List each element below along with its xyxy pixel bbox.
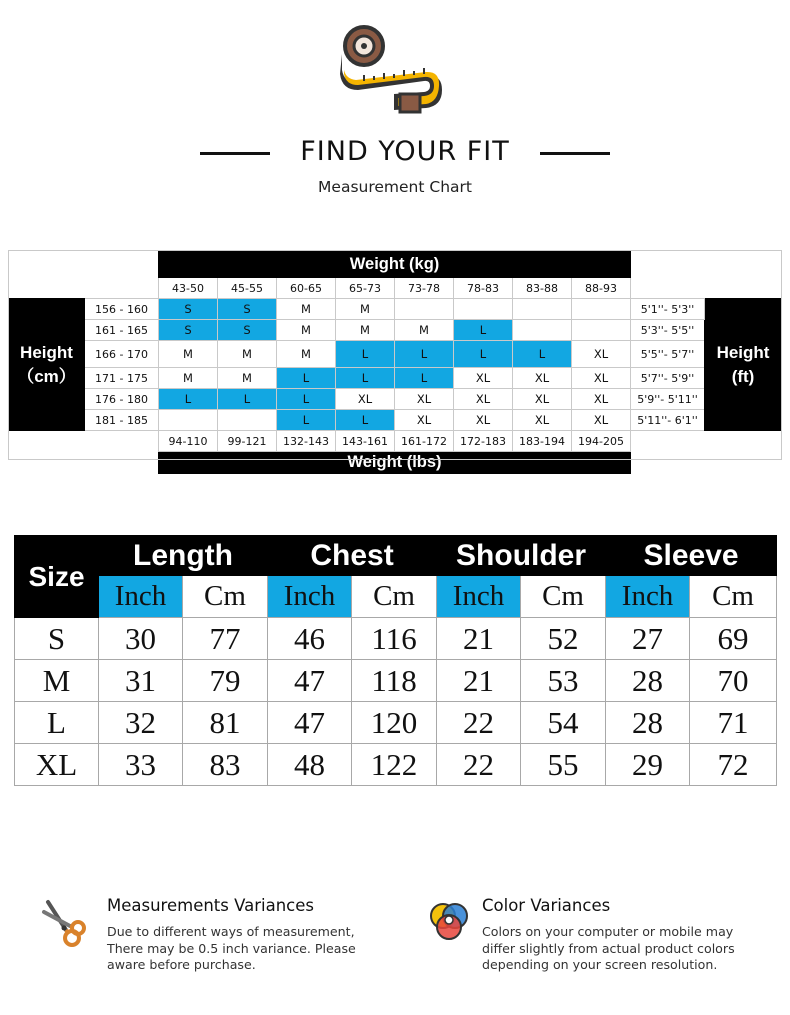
measurement-value: 122 [352, 744, 437, 786]
height-ft-range: 5'7''- 5'9'' [631, 368, 705, 389]
unit-header: Cm [183, 576, 268, 618]
height-weight-chart [8, 250, 782, 471]
size-label: XL [15, 744, 99, 786]
color-wheel-icon [427, 898, 473, 948]
height-ft-label: Height [716, 342, 770, 362]
size-cell: M [277, 341, 336, 368]
size-cell: XL [395, 410, 454, 431]
size-cell: XL [572, 341, 631, 368]
size-cell: M [159, 341, 218, 368]
size-cell: M [218, 341, 277, 368]
height-cm-range: 176 - 180 [85, 389, 159, 410]
size-cell [395, 299, 454, 320]
size-label: S [15, 618, 99, 660]
weight-lbs-range: 143-161 [336, 431, 395, 452]
size-cell: M [159, 368, 218, 389]
measurement-value: 118 [352, 660, 437, 702]
size-cell: L [454, 320, 513, 341]
scissors-icon [40, 898, 86, 948]
unit-header: Inch [268, 576, 352, 618]
size-cell: XL [572, 410, 631, 431]
measurement-value: 21 [437, 660, 521, 702]
height-cm-header [9, 299, 85, 431]
corner-blank [9, 431, 159, 474]
corner-blank [631, 431, 782, 474]
size-header: Size [15, 536, 99, 618]
size-cell [513, 320, 572, 341]
size-cell [218, 410, 277, 431]
height-cm-unit: （cm） [17, 366, 76, 386]
height-cm-label: Height [20, 342, 73, 362]
measure-group-header: Sleeve [606, 536, 777, 576]
height-ft-unit: (ft) [731, 366, 755, 386]
weight-kg-header: Weight (kg) [159, 251, 631, 278]
weight-kg-range: 78-83 [454, 278, 513, 299]
unit-header: Cm [690, 576, 777, 618]
size-cell: XL [513, 368, 572, 389]
size-cell [572, 320, 631, 341]
size-cell: L [513, 341, 572, 368]
unit-header: Cm [521, 576, 606, 618]
height-ft-range: 5'1''- 5'3'' [631, 299, 705, 320]
weight-lbs-range: 94-110 [159, 431, 218, 452]
measurement-value: 70 [690, 660, 777, 702]
size-cell: M [218, 368, 277, 389]
color-variance-text: Colors on your computer or mobile may differ slightly from actual product colors depending on your screen resolution. [482, 924, 735, 972]
measurement-value: 47 [268, 660, 352, 702]
measurement-value: 72 [690, 744, 777, 786]
measurement-value: 32 [99, 702, 183, 744]
size-cell: L [277, 410, 336, 431]
measurement-value: 83 [183, 744, 268, 786]
size-cell: L [336, 341, 395, 368]
measurement-variance-title: Measurements Variances [107, 896, 314, 915]
size-cell: XL [454, 389, 513, 410]
size-cell [513, 299, 572, 320]
height-ft-range: 5'5''- 5'7'' [631, 341, 705, 368]
measurement-value: 22 [437, 702, 521, 744]
measurement-value: 79 [183, 660, 268, 702]
size-cell: S [159, 299, 218, 320]
measurement-value: 28 [606, 660, 690, 702]
measurement-value: 71 [690, 702, 777, 744]
size-cell [159, 410, 218, 431]
size-cell: XL [513, 389, 572, 410]
size-cell: M [277, 320, 336, 341]
size-cell: S [159, 320, 218, 341]
measurement-value: 69 [690, 618, 777, 660]
size-cell: S [218, 299, 277, 320]
weight-kg-range: 60-65 [277, 278, 336, 299]
height-ft-header [705, 299, 782, 431]
height-cm-range: 181 - 185 [85, 410, 159, 431]
measurement-value: 28 [606, 702, 690, 744]
size-cell: M [277, 299, 336, 320]
size-cell: L [277, 368, 336, 389]
size-chart [14, 535, 776, 786]
measurement-value: 22 [437, 744, 521, 786]
weight-kg-range: 88-93 [572, 278, 631, 299]
weight-kg-range: 65-73 [336, 278, 395, 299]
weight-kg-range: 73-78 [395, 278, 454, 299]
title-rule-left [200, 152, 270, 155]
measurement-value: 120 [352, 702, 437, 744]
measurement-value: 31 [99, 660, 183, 702]
measurement-variance-text: Due to different ways of measurement, There may be 0.5 inch variance. Please aware before purchase. [107, 924, 356, 972]
measurement-value: 46 [268, 618, 352, 660]
weight-lbs-header: Weight (lbs) [159, 452, 631, 474]
size-cell: XL [513, 410, 572, 431]
size-cell [454, 299, 513, 320]
size-label: M [15, 660, 99, 702]
size-cell: L [277, 389, 336, 410]
measurement-value: 52 [521, 618, 606, 660]
weight-lbs-range: 161-172 [395, 431, 454, 452]
height-cm-range: 171 - 175 [85, 368, 159, 389]
size-cell: XL [572, 389, 631, 410]
size-cell: L [336, 368, 395, 389]
measurement-value: 21 [437, 618, 521, 660]
measure-group-header: Length [99, 536, 268, 576]
size-cell: L [159, 389, 218, 410]
unit-header: Inch [99, 576, 183, 618]
measurement-value: 53 [521, 660, 606, 702]
measure-group-header: Chest [268, 536, 437, 576]
weight-lbs-range: 194-205 [572, 431, 631, 452]
height-cm-range: 156 - 160 [85, 299, 159, 320]
measurement-value: 116 [352, 618, 437, 660]
page-subtitle: Measurement Chart [318, 178, 472, 196]
size-cell: XL [572, 368, 631, 389]
height-ft-range: 5'11''- 6'1'' [631, 410, 705, 431]
height-ft-range: 5'3''- 5'5'' [631, 320, 705, 341]
measurement-value: 29 [606, 744, 690, 786]
corner-blank [9, 251, 159, 299]
size-cell: XL [454, 368, 513, 389]
size-cell: M [395, 320, 454, 341]
size-cell: L [454, 341, 513, 368]
size-cell: XL [395, 389, 454, 410]
size-cell: L [395, 368, 454, 389]
size-cell: XL [454, 410, 513, 431]
size-cell: L [336, 410, 395, 431]
measurement-value: 81 [183, 702, 268, 744]
measurement-value: 48 [268, 744, 352, 786]
size-cell: M [336, 299, 395, 320]
measurement-value: 27 [606, 618, 690, 660]
measurement-value: 54 [521, 702, 606, 744]
weight-kg-range: 45-55 [218, 278, 277, 299]
measurement-value: 47 [268, 702, 352, 744]
unit-header: Inch [437, 576, 521, 618]
height-ft-range: 5'9''- 5'11'' [631, 389, 705, 410]
color-variance-title: Color Variances [482, 896, 611, 915]
unit-header: Cm [352, 576, 437, 618]
weight-lbs-range: 172-183 [454, 431, 513, 452]
weight-lbs-range: 132-143 [277, 431, 336, 452]
size-cell: XL [336, 389, 395, 410]
measurement-value: 77 [183, 618, 268, 660]
weight-kg-range: 83-88 [513, 278, 572, 299]
title-rule-right [540, 152, 610, 155]
size-cell: S [218, 320, 277, 341]
size-cell [572, 299, 631, 320]
size-cell: L [395, 341, 454, 368]
measurement-value: 33 [99, 744, 183, 786]
tape-measure-icon [334, 24, 454, 120]
weight-lbs-range: 183-194 [513, 431, 572, 452]
measurement-value: 55 [521, 744, 606, 786]
weight-lbs-range: 99-121 [218, 431, 277, 452]
measure-group-header: Shoulder [437, 536, 606, 576]
corner-blank [631, 251, 782, 299]
unit-header: Inch [606, 576, 690, 618]
size-label: L [15, 702, 99, 744]
measurement-value: 30 [99, 618, 183, 660]
weight-kg-range: 43-50 [159, 278, 218, 299]
title-row [200, 136, 610, 170]
size-cell: L [218, 389, 277, 410]
height-cm-range: 161 - 165 [85, 320, 159, 341]
height-cm-range: 166 - 170 [85, 341, 159, 368]
page-title: FIND YOUR FIT [300, 136, 510, 167]
size-cell: M [336, 320, 395, 341]
